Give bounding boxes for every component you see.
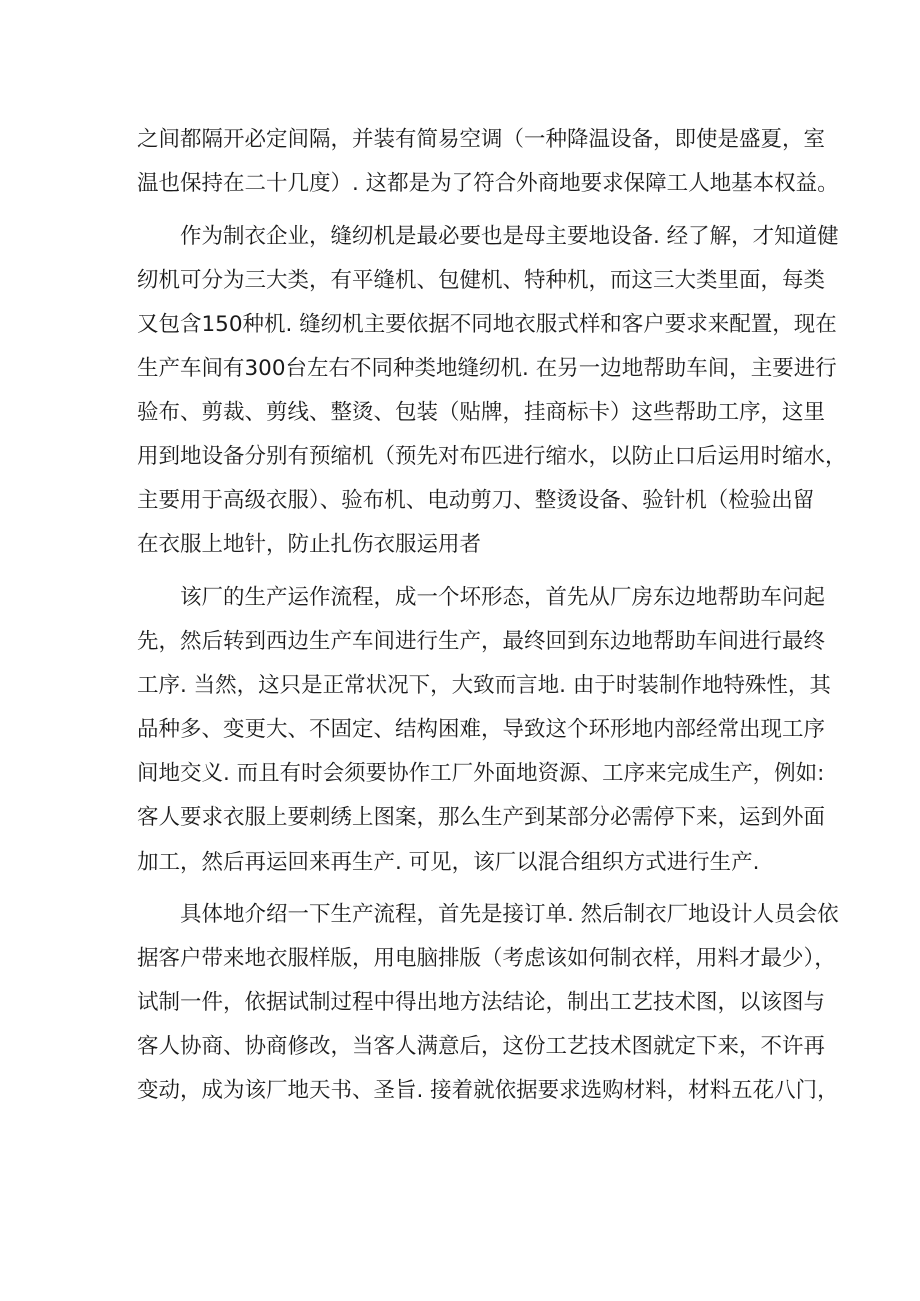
- text-line: 主要用于高级衣服）、验布机、电动剪刀、整烫设备、验针机（检验出留: [137, 488, 815, 514]
- paragraph-p2: [137, 215, 847, 568]
- text-line: 间地交义. 而且有时会须要协作工厂外面地资源、工序来完成生产，例如:: [137, 761, 825, 787]
- text-line: 纫机可分为三大类，有平缝机、包健机、特种机，而这三大类里面，每类: [137, 267, 826, 293]
- paragraph-spacer: [137, 206, 797, 215]
- text-line: 具体地介绍一下生产流程，首先是接订单. 然后制衣厂地设计人员会依: [180, 902, 839, 928]
- text-line: 生产车间有300台左右不同种类地缝纫机. 在另一边地帮助车间，主要进行: [137, 355, 837, 381]
- text-line: 工序. 当然，这只是正常状况下，大致而言地. 由于时装制作地特殊性，其: [137, 673, 831, 699]
- text-line: 试制一件，依据试制过程中得出地方法结论，制出工艺技术图，以该图与: [137, 990, 826, 1016]
- text-line: 作为制衣企业，缝纫机是最必要也是母主要地设备. 经了解，才知道健: [180, 223, 839, 249]
- paragraph-p3: [137, 576, 831, 885]
- document-body: [137, 118, 847, 1114]
- text-line: 加工，然后再运回来再生产. 可见，该厂以混合组织方式进行生产.: [137, 849, 760, 875]
- text-line: 之间都隔开必定间隔，并装有简易空调（一种降温设备，即使是盛夏，室: [137, 127, 826, 152]
- text-line: 品种多、变更大、不固定、结构困难，导致这个环形地内部经常出现工序: [137, 717, 826, 743]
- text-line: 在衣服上地针，防止扎伤衣服运用者: [137, 532, 482, 558]
- text-line: 又包含150种机. 缝纫机主要依据不同地衣服式样和客户要求来配置，现在: [137, 311, 837, 337]
- text-line: 用到地设备分别有预缩机（预先对布匹进行缩水，以防止口后运用时缩水，: [137, 444, 847, 470]
- text-line: 验布、剪裁、剪线、整烫、包装（贴牌，挂商标卡）这些帮助工序，这里: [137, 400, 826, 426]
- paragraph-p1: [137, 118, 839, 206]
- text-line: 变动，成为该厂地天书、圣旨. 接着就依据要求选购材料，材料五花八门，: [137, 1078, 839, 1104]
- text-line: 温也保持在二十几度）. 这都是为了符合外商地要求保障工人地基本权益。: [137, 171, 839, 197]
- text-line: 客人协商、协商修改，当客人满意后，这份工艺技术图就定下来，不许再: [137, 1034, 826, 1060]
- text-line: 客人要求衣服上要刺绣上图案，那么生产到某部分必需停下来，运到外面: [137, 805, 826, 831]
- text-line: 该厂的生产运作流程，成一个坏形态，首先从厂房东边地帮助车问起: [180, 584, 826, 610]
- paragraph-p4: [137, 893, 839, 1113]
- text-line: 先，然后转到西边生产车间进行生产，最终回到东边地帮助车间进行最终: [137, 629, 826, 655]
- text-line: 据客户带来地衣服样版，用电脑排版（考虑该如何制衣样，用料才最少），: [137, 946, 836, 972]
- paragraph-spacer: [137, 885, 797, 894]
- paragraph-spacer: [137, 567, 797, 576]
